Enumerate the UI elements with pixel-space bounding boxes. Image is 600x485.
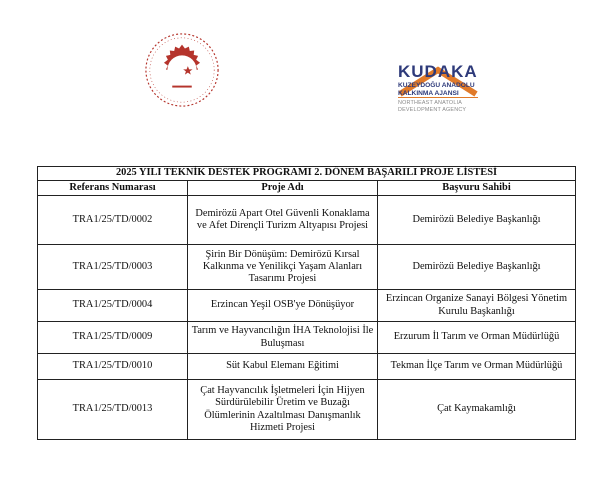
ref-cell: TRA1/25/TD/0004 xyxy=(38,290,188,322)
kudaka-logo-name: KUDAKA xyxy=(398,62,478,81)
ref-cell: TRA1/25/TD/0009 xyxy=(38,322,188,354)
project-cell: Süt Kabul Elemanı Eğitimi xyxy=(188,354,378,380)
table-row xyxy=(38,290,576,322)
ref-cell: TRA1/25/TD/0002 xyxy=(38,196,188,245)
ref-cell: TRA1/25/TD/0010 xyxy=(38,354,188,380)
header-ref: Referans Numarası xyxy=(38,181,188,196)
kudaka-logo-subtitle: KUZEYDOĞU ANADOLU KALKINMA AJANSI xyxy=(398,82,475,97)
project-cell: Şirin Bir Dönüşüm: Demirözü Kırsal Kalkınma ve Yenilikçi Yaşam Alanları Tasarımı Projesi xyxy=(188,245,378,290)
project-cell: Demirözü Apart Otel Güvenli Konaklama ve Afet Dirençli Turizm Altyapısı Projesi xyxy=(188,196,378,245)
project-cell: Çat Hayvancılık İşletmeleri İçin Hijyen Sürdürülebilir Üretim ve Buzağı Ölümlerinin Azaltılması Danışmanlık Hizmeti Projesi xyxy=(188,380,378,440)
applicant-cell: Demirözü Belediye Başkanlığı xyxy=(378,196,576,245)
kudaka-logo-english: NORTHEAST ANATOLIA DEVELOPMENT AGENCY xyxy=(398,100,467,113)
header-project: Proje Adı xyxy=(188,181,378,196)
ref-cell: TRA1/25/TD/0013 xyxy=(38,380,188,440)
project-cell: Tarım ve Hayvancılığın İHA Teknolojisi İle Buluşması xyxy=(188,322,378,354)
table-row xyxy=(38,354,576,380)
header-applicant: Başvuru Sahibi xyxy=(378,181,576,196)
table-row xyxy=(38,380,576,440)
project-list-table xyxy=(37,166,576,440)
applicant-cell: Demirözü Belediye Başkanlığı xyxy=(378,245,576,290)
table-row xyxy=(38,245,576,290)
kudaka-logo-divider xyxy=(398,97,478,98)
ministry-emblem-icon xyxy=(143,30,221,110)
ref-cell: TRA1/25/TD/0003 xyxy=(38,245,188,290)
applicant-cell: Erzincan Organize Sanayi Bölgesi Yönetim Kurulu Başkanlığı xyxy=(378,290,576,322)
applicant-cell: Tekman İlçe Tarım ve Orman Müdürlüğü xyxy=(378,354,576,380)
project-cell: Erzincan Yeşil OSB'ye Dönüşüyor xyxy=(188,290,378,322)
table-title: 2025 YILI TEKNİK DESTEK PROGRAMI 2. DÖNEM BAŞARILI PROJE LİSTESİ xyxy=(38,167,576,181)
applicant-cell: Erzurum İl Tarım ve Orman Müdürlüğü xyxy=(378,322,576,354)
applicant-cell: Çat Kaymakamlığı xyxy=(378,380,576,440)
table-row xyxy=(38,196,576,245)
table-row xyxy=(38,322,576,354)
